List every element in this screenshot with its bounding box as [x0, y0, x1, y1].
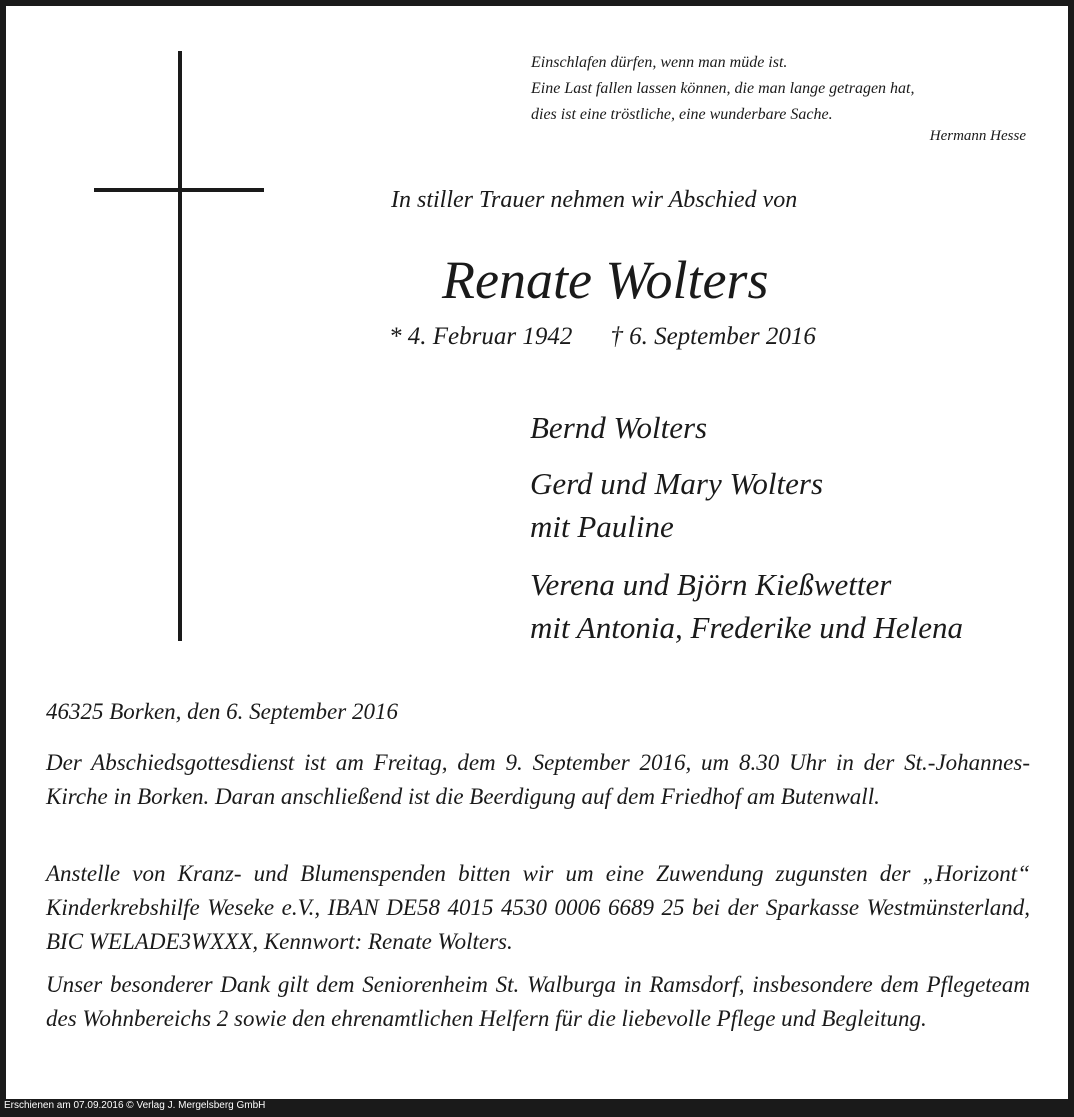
mourner-group [530, 563, 963, 649]
mourner-line: Verena und Björn Kießwetter [530, 567, 892, 602]
donation-paragraph: Anstelle von Kranz- und Blumenspenden bitten wir um eine Zuwendung zugunsten der „Horizont“ Kinderkrebshilfe Weseke e.V., IBAN DE58 4015 4530 0006 6689 25 bei der Sparkasse Westmünsterland, BIC WELADE3WXXX, Kennwort: Renate Wolters. [46, 861, 1030, 954]
intro-line: In stiller Trauer nehmen wir Abschied von [391, 187, 798, 213]
thanks-paragraph: Unser besonderer Dank gilt dem Seniorenheim St. Walburga in Ramsdorf, insbesondere dem Pflegeteam des Wohnbereichs 2 sowie den ehrenamtlichen Helfern für die liebevolle Pflege und Begleitung. [46, 972, 1030, 1031]
birth-date: * 4. Februar 1942 [389, 323, 573, 350]
service-paragraph: Der Abschiedsgottesdienst ist am Freitag, dem 9. September 2016, um 8.30 Uhr in der St.-Johannes-Kirche in Borken. Daran anschließend ist die Beerdigung auf dem Friedhof am Butenwall. [46, 750, 1030, 809]
cross-icon [178, 51, 182, 641]
quote-author: Hermann Hesse [929, 128, 1026, 144]
deceased-name: Renate Wolters [442, 250, 769, 310]
mourner-line: mit Pauline [530, 509, 674, 544]
quote-line: dies ist eine tröstliche, eine wunderbare Sache. [531, 106, 833, 123]
death-date: † 6. September 2016 [610, 323, 816, 350]
publication-footer: Erschienen am 07.09.2016 © Verlag J. Mergelsberg GmbH [4, 1100, 266, 1111]
poem-quote [531, 50, 915, 128]
life-dates [389, 323, 816, 351]
quote-line: Eine Last fallen lassen können, die man lange getragen hat, [531, 80, 915, 97]
cross-icon-bar [94, 188, 264, 192]
mourner-group [530, 462, 823, 548]
obituary-notice [6, 6, 1068, 1099]
mourner-group [530, 406, 707, 449]
place-date: 46325 Borken, den 6. September 2016 [46, 699, 398, 724]
mourner-line: Bernd Wolters [530, 410, 708, 445]
quote-line: Einschlafen dürfen, wenn man müde ist. [531, 54, 788, 71]
mourner-line: Gerd und Mary Wolters [530, 466, 824, 501]
mourner-line: mit Antonia, Frederike und Helena [530, 610, 964, 645]
